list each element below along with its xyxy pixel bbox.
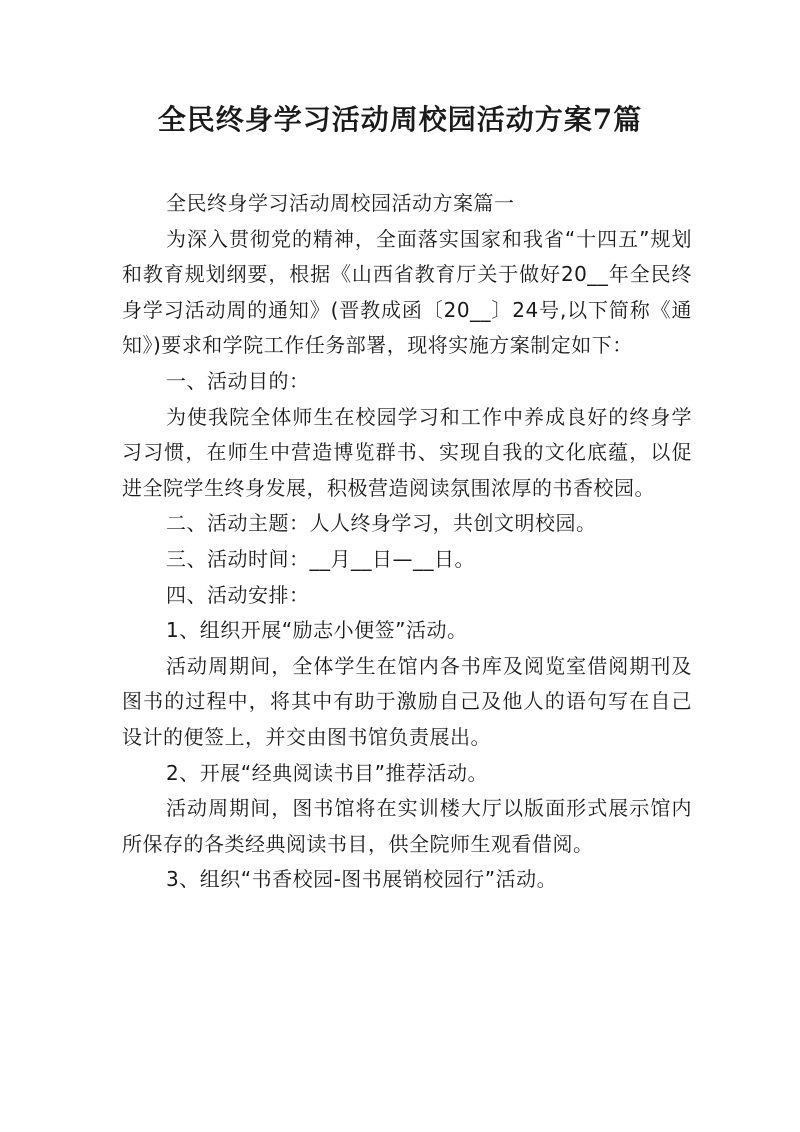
section-heading-theme: 二、活动主题：人人终身学习，共创文明校园。 bbox=[166, 511, 597, 536]
document-title: 全民终身学习活动周校园活动方案7篇 bbox=[157, 103, 643, 136]
purpose-paragraph: 为使我院全体师生在校园学习和工作中养成良好的终身学习习惯，在师生中营造博览群书、实现自我的文化底蕴，以促进全院学生终身发展，积极营造阅读氛围浓厚的书香校园。 bbox=[122, 404, 692, 500]
section-heading-part-one: 全民终身学习活动周校园活动方案篇一 bbox=[166, 191, 515, 215]
intro-paragraph: 为深入贯彻党的精神，全面落实国家和我省“十四五”规划和教育规划纲要，根据《山西省教育厅关于做好20__年全民终身学习活动周的通知》(晋教成函〔20__〕24号,以下简称《通知》)要求和学院工作任务部署，现将实施方案制定如下： bbox=[122, 226, 692, 358]
activity-item-2-paragraph: 活动周期间，图书馆将在实训楼大厅以版面形式展示馆内所保存的各类经典阅读书目，供全院师生观看借阅。 bbox=[122, 796, 692, 856]
activity-item-1-heading: 1、组织开展“励志小便签”活动。 bbox=[166, 618, 468, 643]
section-heading-arrangement: 四、活动安排： bbox=[166, 582, 310, 607]
document-body bbox=[122, 186, 692, 898]
section-heading-time: 三、活动时间：__月__日—__日。 bbox=[166, 546, 475, 571]
activity-item-1-paragraph: 活动周期间，全体学生在馆内各书库及阅览室借阅期刊及图书的过程中，将其中有助于激励自己及他人的语句写在自己设计的便签上，并交由图书馆负责展出。 bbox=[122, 653, 692, 749]
activity-item-2-heading: 2、开展“经典阅读书目”推荐活动。 bbox=[166, 760, 488, 785]
activity-item-3-heading: 3、组织“书香校园-图书展销校园行”活动。 bbox=[166, 867, 558, 892]
section-heading-purpose: 一、活动目的： bbox=[166, 368, 310, 393]
